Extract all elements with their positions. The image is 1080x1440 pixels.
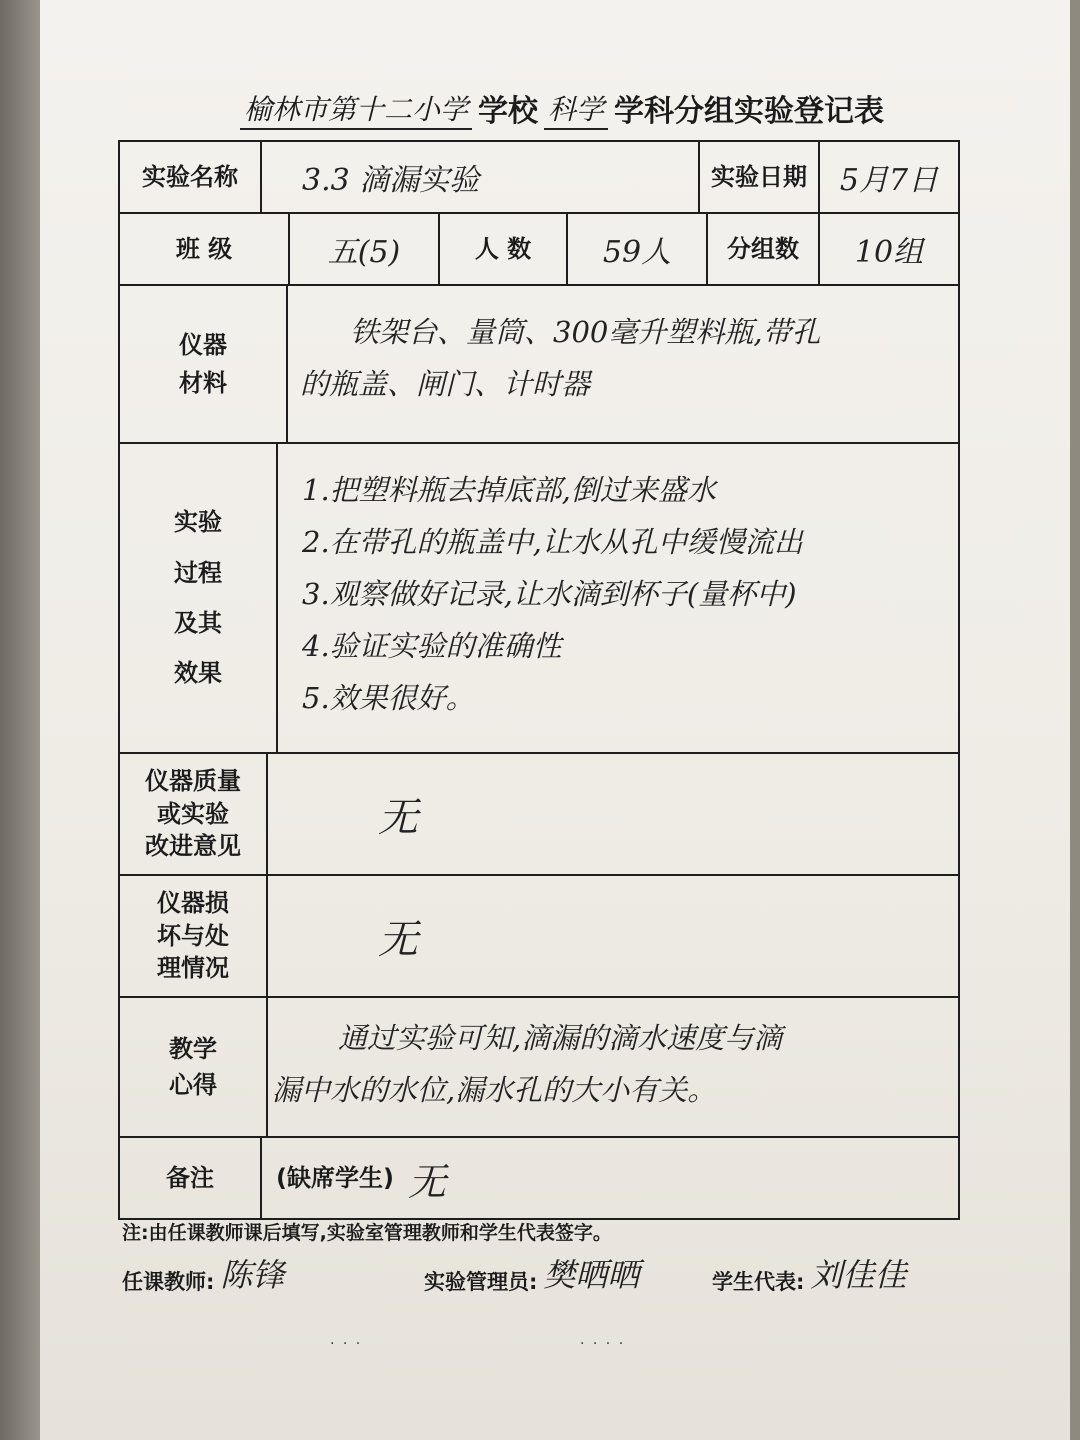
label-remarks-cell [120,1138,262,1218]
experiment-date-value: 5月7日 [839,163,939,198]
quality-cell [268,754,958,874]
label-class-cell [120,214,290,284]
process-line-5: 5.效果很好。 [302,681,475,715]
teacher-label: 任课教师: [122,1270,215,1294]
row-class-info [118,212,960,286]
remarks-prefix: (缺席学生) [276,1163,394,1192]
label-process-cell [120,444,278,752]
row-damage [118,874,960,998]
class-value: 五(5) [327,235,401,270]
admin-signature-block [424,1250,639,1296]
title-suffix: 学科分组实验登记表 [614,94,885,129]
label-damage-line1: 仪器损 [157,889,229,918]
student-signature: 刘佳佳 [810,1256,907,1294]
materials-line-2: 的瓶盖、闸门、计时器 [300,367,591,401]
teaching-line-1: 通过实验可知,滴漏的滴水速度与滴 [338,1021,783,1055]
label-count-cell [440,214,568,284]
label-process-line3: 及其 [174,609,222,637]
admin-label: 实验管理员: [424,1270,538,1294]
school-name-handwritten: 榆林市第十二小学 [240,88,472,130]
print-speckle-right: · · · · [580,1336,626,1352]
damage-cell [268,876,958,996]
teacher-signature-block [122,1250,284,1296]
groups-value: 10组 [854,235,924,270]
label-quality-line2: 或实验 [157,799,229,828]
materials-line-1: 铁架台、量筒、300毫升塑料瓶,带孔 [350,315,821,349]
teacher-signature: 陈锋 [220,1256,285,1294]
row-process [118,442,960,754]
subject-handwritten: 科学 [544,88,608,130]
date-cell [820,142,958,212]
process-line-1: 1.把塑料瓶去掉底部,倒过来盛水 [302,473,716,507]
label-remarks: 备注 [166,1163,214,1192]
label-groups-cell [708,214,820,284]
print-speckle-left: · · · [330,1336,363,1352]
admin-signature: 樊晒晒 [543,1256,640,1294]
label-damage-cell [120,876,268,996]
registration-table [118,140,960,1220]
label-experiment-name: 实验名称 [142,162,238,191]
label-experiment-date: 实验日期 [711,162,807,191]
footer-note: 注:由任课教师课后填写,实验室管理教师和学生代表签字。 [122,1222,612,1244]
label-materials-line1: 仪器 [179,330,227,359]
class-cell [290,214,440,284]
label-quality-cell [120,754,268,874]
label-process-line4: 效果 [174,659,222,688]
label-materials-line2: 材料 [179,369,227,397]
row-remarks [118,1136,960,1220]
label-teaching-line2: 心得 [169,1071,217,1099]
student-label: 学生代表: [712,1270,805,1294]
label-damage-line2: 坏与处 [157,921,229,950]
count-cell [568,214,708,284]
label-date-cell [700,142,820,212]
label-quality-line3: 改进意见 [145,832,241,861]
groups-cell [820,214,958,284]
label-teaching-cell [120,998,268,1136]
process-line-2: 2.在带孔的瓶盖中,让水从孔中缓慢流出 [302,525,803,559]
count-value: 59人 [602,235,672,270]
teaching-cell [268,998,958,1136]
photo-background-edge [0,0,40,1440]
row-materials [118,284,960,444]
label-damage-line3: 理情况 [157,954,229,983]
label-quality-line1: 仪器质量 [145,767,241,796]
experiment-name-value: 3.3 滴漏实验 [302,163,480,198]
label-groups: 分组数 [727,234,799,263]
remarks-value: 无 [407,1159,446,1204]
process-cell [278,444,958,752]
label-teaching-line1: 教学 [169,1035,217,1063]
label-process-line1: 实验 [174,508,222,537]
row-teaching [118,996,960,1138]
label-class: 班 级 [175,234,233,263]
student-signature-block [712,1250,906,1296]
school-suffix: 学校 [478,94,539,129]
process-line-4: 4.验证实验的准确性 [302,629,562,663]
label-experiment-name-cell [120,142,262,212]
teaching-line-2: 漏中水的水位,漏水孔的大小有关。 [272,1073,717,1107]
label-count: 人 数 [474,234,532,263]
quality-value: 无 [378,794,418,841]
label-materials-cell [120,286,288,442]
process-line-3: 3.观察做好记录,让水滴到杯子(量杯中) [302,577,797,611]
remarks-cell [262,1138,958,1218]
experiment-name-cell [262,142,700,212]
row-experiment-name [118,140,960,214]
damage-value: 无 [378,916,418,963]
label-process-line2: 过程 [174,558,222,587]
form-title [240,80,940,130]
row-quality [118,752,960,876]
materials-cell [288,286,958,442]
